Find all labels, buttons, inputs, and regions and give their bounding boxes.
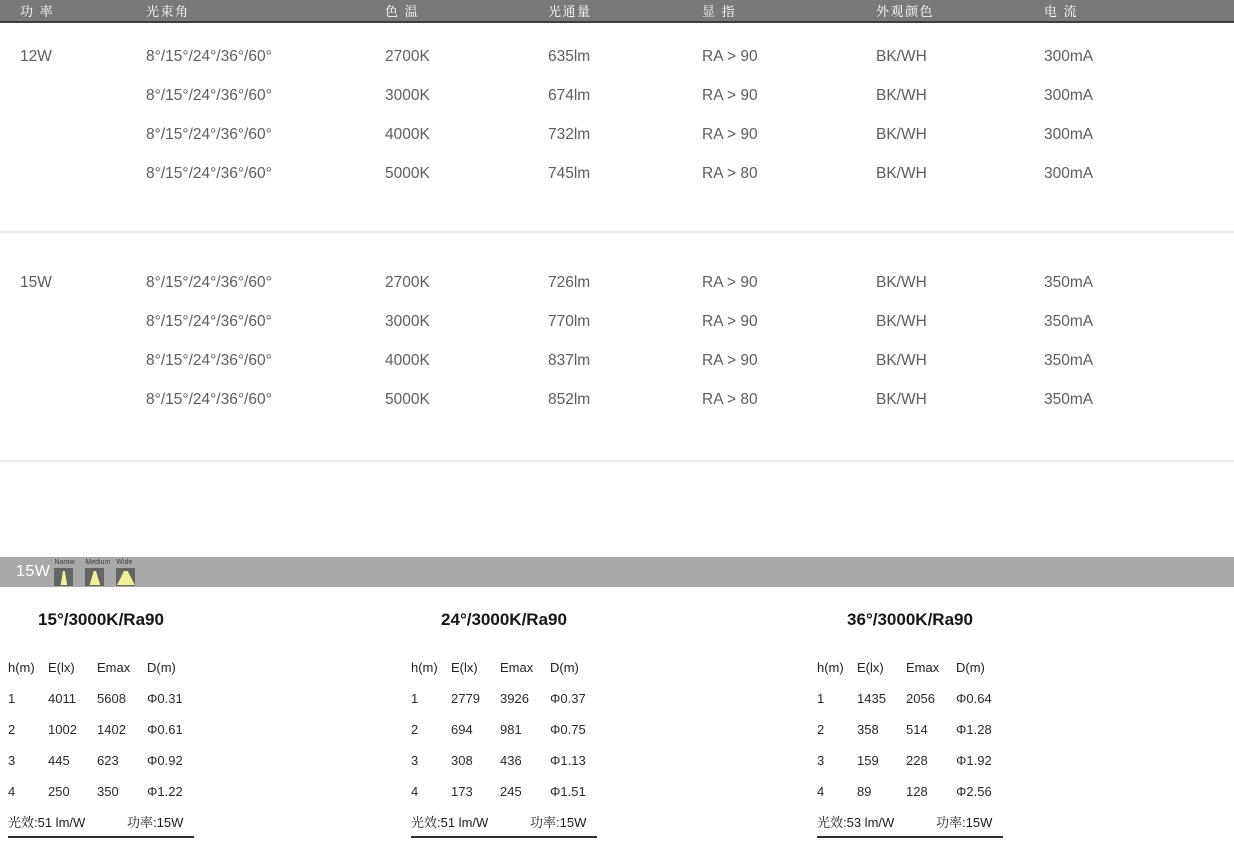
cell: Φ0.92 (147, 753, 183, 768)
efficacy-value: 光效:51 lm/W (411, 815, 489, 830)
table-row (0, 380, 1234, 419)
cell: 128 (906, 784, 928, 799)
flux-cell: 745lm (548, 164, 591, 182)
photometric-table-title: 15°/3000K/Ra90 (38, 610, 164, 629)
current-cell: 300mA (1044, 47, 1094, 65)
finish-cell: BK/WH (876, 312, 927, 330)
flux-cell: 837lm (548, 351, 591, 369)
flux-cell: 635lm (548, 47, 591, 65)
header-cri: 显 指 (702, 4, 737, 19)
header-flux: 光通量 (548, 4, 592, 19)
table-row (0, 302, 1234, 341)
cell: Φ0.61 (147, 722, 183, 737)
wide-beam-icon (116, 559, 147, 587)
table-row (411, 776, 597, 807)
spec-group-12w (0, 37, 1234, 193)
current-cell: 300mA (1044, 125, 1094, 143)
table-row (817, 776, 1003, 807)
cell: 623 (97, 753, 119, 768)
header-finish: 外观颜色 (876, 4, 935, 19)
cell: 981 (500, 722, 522, 737)
cell: 3 (817, 753, 825, 768)
table-row (0, 115, 1234, 154)
efficacy-value: 光效:51 lm/W (8, 815, 86, 830)
cell: Φ0.31 (147, 691, 183, 706)
current-cell: 300mA (1044, 164, 1094, 182)
beam-angle-cell: 8°/15°/24°/36°/60° (146, 273, 272, 291)
power-value: 功率:15W (127, 815, 184, 830)
cct-cell: 2700K (385, 47, 430, 65)
current-cell: 350mA (1044, 273, 1094, 291)
header-cct: 色 温 (385, 4, 420, 19)
cell: 1402 (97, 722, 126, 737)
finish-cell: BK/WH (876, 125, 927, 143)
cell: 1 (411, 691, 419, 706)
beam-angle-cell: 8°/15°/24°/36°/60° (146, 86, 272, 104)
cell: 2 (8, 722, 16, 737)
cell: 2 (817, 722, 825, 737)
cell: 350 (97, 784, 119, 799)
cell: 694 (451, 722, 473, 737)
current-cell: 300mA (1044, 86, 1094, 104)
cell: Φ0.37 (550, 691, 586, 706)
wide-beam-label: Wide (116, 559, 133, 566)
section-divider (0, 460, 1234, 462)
photometric-table-36deg (817, 610, 1003, 838)
table-row (817, 683, 1003, 714)
cri-cell: RA > 90 (702, 47, 758, 65)
finish-cell: BK/WH (876, 47, 927, 65)
cct-cell: 2700K (385, 273, 430, 291)
photometric-footer (817, 807, 1003, 838)
cct-cell: 4000K (385, 351, 430, 369)
cct-cell: 5000K (385, 164, 430, 182)
cell: 2 (411, 722, 419, 737)
photometric-table-24deg (411, 610, 597, 838)
cell: Φ1.51 (550, 784, 586, 799)
table-row (8, 745, 194, 776)
cell: 245 (500, 784, 522, 799)
cri-cell: RA > 90 (702, 273, 758, 291)
col-header: E(lx) (857, 660, 884, 675)
flux-cell: 726lm (548, 273, 591, 291)
cell: 4 (8, 784, 16, 799)
col-header: E(lx) (451, 660, 478, 675)
table-row (411, 714, 597, 745)
cell: 358 (857, 722, 879, 737)
cell: 4011 (48, 691, 76, 706)
power-banner (0, 557, 1234, 587)
photometric-table-title: 36°/3000K/Ra90 (847, 610, 973, 629)
narrow-beam-label: Narow (54, 559, 75, 566)
current-cell: 350mA (1044, 390, 1094, 408)
header-power: 功 率 (20, 4, 55, 19)
cell: 3926 (500, 691, 529, 706)
narrow-beam-glyph (54, 568, 73, 586)
finish-cell: BK/WH (876, 351, 927, 369)
section-divider (0, 231, 1234, 233)
cell: 514 (906, 722, 928, 737)
cct-cell: 3000K (385, 86, 430, 104)
table-row (411, 683, 597, 714)
cell: 1435 (857, 691, 886, 706)
cell: 4 (817, 784, 825, 799)
table-row (0, 37, 1234, 76)
table-row (0, 76, 1234, 115)
cell: Φ0.75 (550, 722, 586, 737)
table-row (8, 714, 194, 745)
beam-angle-cell: 8°/15°/24°/36°/60° (146, 351, 272, 369)
table-row (8, 776, 194, 807)
table-row (0, 341, 1234, 380)
cell: 228 (906, 753, 928, 768)
cell: 159 (857, 753, 879, 768)
header-current: 电 流 (1044, 4, 1079, 19)
cri-cell: RA > 80 (702, 164, 758, 182)
cri-cell: RA > 90 (702, 312, 758, 330)
medium-beam-label: Medium (85, 559, 111, 566)
col-header: D(m) (550, 660, 579, 675)
cell: 250 (48, 784, 70, 799)
photometric-footer (8, 807, 194, 838)
flux-cell: 674lm (548, 86, 591, 104)
power-cell: 15W (20, 273, 52, 291)
finish-cell: BK/WH (876, 390, 927, 408)
photometric-footer (411, 807, 597, 838)
finish-cell: BK/WH (876, 86, 927, 104)
cri-cell: RA > 80 (702, 390, 758, 408)
narrow-beam-icon (54, 559, 85, 587)
cell: 5608 (97, 691, 126, 706)
table-row (8, 683, 194, 714)
cell: 4 (411, 784, 419, 799)
col-header: h(m) (8, 660, 35, 675)
beam-angle-cell: 8°/15°/24°/36°/60° (146, 312, 272, 330)
cell: 1 (8, 691, 16, 706)
flux-cell: 732lm (548, 125, 591, 143)
cell: 173 (451, 784, 473, 799)
photometric-header-row (411, 652, 597, 683)
spec-group-15w (0, 263, 1234, 419)
cell: 2779 (451, 691, 480, 706)
beam-angle-cell: 8°/15°/24°/36°/60° (146, 47, 272, 65)
cell: 3 (8, 753, 16, 768)
table-row (411, 745, 597, 776)
cct-cell: 3000K (385, 312, 430, 330)
beam-icon-group (54, 557, 147, 587)
cell: Φ1.13 (550, 753, 586, 768)
cell: Φ1.92 (956, 753, 992, 768)
cell: Φ2.56 (956, 784, 992, 799)
current-cell: 350mA (1044, 312, 1094, 330)
col-header: D(m) (956, 660, 985, 675)
spec-table-header-row (0, 0, 1234, 23)
beam-angle-cell: 8°/15°/24°/36°/60° (146, 125, 272, 143)
photometric-table-title: 24°/3000K/Ra90 (441, 610, 567, 629)
wide-beam-glyph (116, 568, 135, 586)
current-cell: 350mA (1044, 351, 1094, 369)
beam-angle-cell: 8°/15°/24°/36°/60° (146, 164, 272, 182)
cri-cell: RA > 90 (702, 351, 758, 369)
cell: 445 (48, 753, 70, 768)
power-value: 功率:15W (530, 815, 587, 830)
finish-cell: BK/WH (876, 273, 927, 291)
cri-cell: RA > 90 (702, 86, 758, 104)
header-beam-angle: 光束角 (146, 4, 190, 19)
power-cell: 12W (20, 47, 52, 65)
cell: Φ1.22 (147, 784, 183, 799)
beam-angle-cell: 8°/15°/24°/36°/60° (146, 390, 272, 408)
col-header: Emax (906, 660, 940, 675)
col-header: h(m) (817, 660, 844, 675)
medium-beam-icon (85, 559, 116, 587)
flux-cell: 852lm (548, 390, 591, 408)
table-row (0, 263, 1234, 302)
cell: Φ1.28 (956, 722, 992, 737)
cell: 308 (451, 753, 473, 768)
cell: 1002 (48, 722, 77, 737)
col-header: E(lx) (48, 660, 75, 675)
col-header: Emax (97, 660, 131, 675)
photometric-tables-section (0, 610, 1234, 838)
cell: 436 (500, 753, 522, 768)
finish-cell: BK/WH (876, 164, 927, 182)
photometric-table-15deg (8, 610, 194, 838)
col-header: Emax (500, 660, 534, 675)
table-row (817, 714, 1003, 745)
power-value: 功率:15W (936, 815, 993, 830)
table-row (0, 154, 1234, 193)
photometric-header-row (8, 652, 194, 683)
table-row (817, 745, 1003, 776)
cri-cell: RA > 90 (702, 125, 758, 143)
flux-cell: 770lm (548, 312, 591, 330)
efficacy-value: 光效:53 lm/W (817, 815, 895, 830)
medium-beam-glyph (85, 568, 104, 586)
photometric-header-row (817, 652, 1003, 683)
cell: 2056 (906, 691, 935, 706)
cell: Φ0.64 (956, 691, 992, 706)
col-header: h(m) (411, 660, 438, 675)
cct-cell: 4000K (385, 125, 430, 143)
cct-cell: 5000K (385, 390, 430, 408)
cell: 89 (857, 784, 872, 799)
banner-power-label: 15W (16, 563, 51, 580)
cell: 3 (411, 753, 419, 768)
cell: 1 (817, 691, 825, 706)
col-header: D(m) (147, 660, 176, 675)
